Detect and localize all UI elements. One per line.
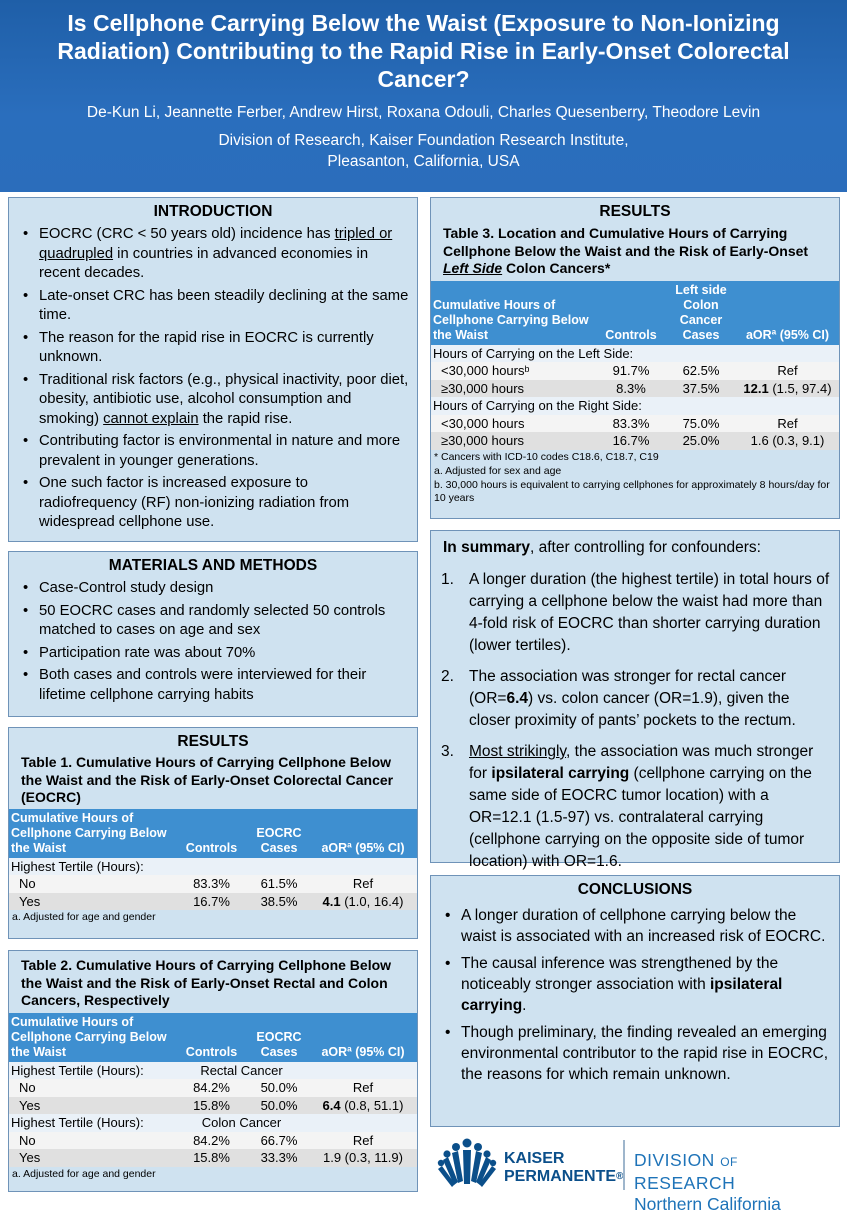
table-row	[9, 893, 417, 911]
underlined-text: Left Side	[443, 260, 503, 276]
table2-footnote: a. Adjusted for age and gender	[12, 1167, 156, 1180]
column-header: Left side Colon Cancer Cases	[666, 281, 736, 345]
cell: 62.5%	[666, 362, 736, 380]
ci-value: (0.8, 51.1)	[340, 1097, 404, 1113]
column-header: EOCRC Cases	[249, 809, 309, 858]
table-section-row	[431, 397, 839, 415]
underlined-text: cannot explain	[103, 410, 199, 427]
conclusions-panel	[430, 875, 840, 1127]
text: EOCRC (CRC < 50 years old) incidence has	[39, 226, 335, 242]
cell: Ref	[309, 1079, 417, 1097]
list-item	[441, 666, 831, 732]
cell: 61.5%	[249, 875, 309, 893]
dor-line-1	[634, 1150, 840, 1194]
cell: Ref	[309, 1132, 417, 1150]
row-label: No	[9, 1132, 174, 1150]
text: OF	[720, 1155, 738, 1169]
cell: 16.7%	[596, 432, 666, 450]
poster-header	[0, 0, 847, 192]
list-item: • Both cases and controls were interviewed for their lifetime cellphone carrying habits	[19, 666, 409, 705]
cell: 75.0%	[666, 415, 736, 433]
cell: 50.0%	[249, 1097, 309, 1115]
column-header: Cumulative Hours of Cellphone Carrying Below the Waist	[9, 1013, 174, 1062]
table2-caption: Table 2. Cumulative Hours of Carrying Cellphone Below the Waist and the Risk of Early-Onset Rectal and Colon Cancers, Respectively	[21, 957, 392, 1008]
table1-caption: Table 1. Cumulative Hours of Carrying Cellphone Below the Waist and the Risk of Early-Onset Colorectal Cancer (EOCRC)	[21, 754, 394, 805]
table-row	[431, 432, 839, 450]
cell: 84.2%	[174, 1079, 249, 1097]
ci-value: (1.0, 16.4)	[340, 893, 404, 909]
table-section-row	[9, 1114, 417, 1132]
table-row	[431, 380, 839, 398]
table-row	[9, 1097, 417, 1115]
kaiser-permanente-wordmark	[504, 1150, 623, 1186]
underlined-text: Most strikingly	[469, 743, 567, 760]
table1	[9, 809, 417, 911]
column-header: Cumulative Hours of Cellphone Carrying Below the Waist	[431, 281, 596, 345]
text: .	[522, 997, 527, 1014]
cell: 15.8%	[174, 1097, 249, 1115]
section-label: Hours of Carrying on the Left Side:	[431, 345, 839, 363]
cell: 38.5%	[249, 893, 309, 911]
row-label: <30,000 hoursᵇ	[431, 362, 596, 380]
results-table1-panel	[8, 727, 418, 939]
list-item: • Though preliminary, the finding revealed an emerging environmental contributor to the rapid rise in EOCRC, the reasons for which remain unknown.	[441, 1022, 831, 1085]
cell: 83.3%	[174, 875, 249, 893]
cell: 25.0%	[666, 432, 736, 450]
cell: 50.0%	[249, 1079, 309, 1097]
cell: 91.7%	[596, 362, 666, 380]
cell: Ref	[736, 362, 839, 380]
cell: 1.9 (0.3, 11.9)	[309, 1149, 417, 1167]
list-item	[441, 569, 831, 657]
row-label: No	[9, 875, 174, 893]
cell: 8.3%	[596, 380, 666, 398]
table-section-row	[9, 1062, 417, 1080]
table3-footnote-3: b. 30,000 hours is equivalent to carrying cellphones for approximately 8 hours/day for 10 years	[434, 478, 830, 504]
text: DIVISION	[634, 1150, 715, 1170]
cell: Ref	[736, 415, 839, 433]
column-header: Controls	[174, 1013, 249, 1062]
row-label: No	[9, 1079, 174, 1097]
list-item: • 50 EOCRC cases and randomly selected 50 controls matched to cases on age and sex	[19, 602, 409, 641]
cell: 33.3%	[249, 1149, 309, 1167]
list-item: • Late-onset CRC has been steadily declining at the same time.	[19, 287, 409, 326]
cancer-type-label: Colon Cancer	[174, 1114, 309, 1132]
results-table3-panel	[430, 197, 840, 519]
kp-line-1: KAISER	[504, 1150, 565, 1167]
affiliation	[0, 130, 847, 172]
item-number: 3.	[441, 743, 454, 760]
dor-line-2: Northern California	[634, 1194, 781, 1214]
registered-mark: ®	[616, 1171, 624, 1182]
bold-text: ipsilateral carrying	[461, 976, 783, 1014]
summary-list	[431, 569, 839, 873]
bold-text: 6.4	[506, 690, 529, 707]
footer-divider	[623, 1140, 625, 1190]
text: A longer duration (the highest tertile) in total hours of carrying a cellphone below the waist had more than 4-fold risk of EOCRC than shorter carrying duration (lower tertiles).	[469, 571, 830, 654]
affiliation-line-2: Pleasanton, California, USA	[327, 153, 520, 170]
text: (cellphone carrying on the same side of EOCRC tumor location) with a OR=12.1 (1.5-97) vs. contralateral carrying (cellphone carrying on the opposite side of tumor location) with OR=1.6.	[469, 765, 812, 870]
text: PERMANENTE	[504, 1168, 617, 1185]
list-item	[19, 225, 409, 284]
row-label: Yes	[9, 1149, 174, 1167]
text: , the association was much stronger for	[469, 743, 814, 782]
affiliation-line-1: Division of Research, Kaiser Foundation Research Institute,	[218, 132, 629, 149]
list-item: • Contributing factor is environmental in nature and more prevalent in younger generations.	[19, 432, 409, 471]
column-header: Controls	[174, 809, 249, 858]
list-item: • Participation rate was about 70%	[19, 644, 409, 664]
introduction-heading: INTRODUCTION	[153, 203, 273, 220]
bold-text: ipsilateral carrying	[491, 765, 630, 782]
cell: Ref	[309, 875, 417, 893]
list-item: • The reason for the rapid rise in EOCRC is currently unknown.	[19, 329, 409, 368]
section-label: Highest Tertile (Hours):	[9, 1114, 174, 1132]
table-row	[9, 1079, 417, 1097]
cell: 66.7%	[249, 1132, 309, 1150]
conclusions-list	[431, 899, 839, 1085]
column-header: aORª (95% CI)	[309, 809, 417, 858]
column-header: aORª (95% CI)	[309, 1013, 417, 1062]
row-label: ≥30,000 hours	[431, 432, 596, 450]
text: in countries in advanced economies in recent decades.	[39, 245, 369, 281]
section-label: Highest Tertile (Hours):	[9, 1062, 174, 1080]
summary-panel	[430, 530, 840, 870]
results-heading: RESULTS	[599, 203, 671, 220]
text: Traditional risk factors (e.g., physical inactivity, poor diet, obesity, antibiotic use, alcohol consumption and smoking)	[39, 371, 409, 427]
cell: 84.2%	[174, 1132, 249, 1150]
text: Colon Cancers*	[502, 260, 611, 276]
table3-footnote-1: * Cancers with ICD-10 codes C18.6, C18.7, C19	[434, 450, 659, 463]
underlined-text: tripled or quadrupled	[39, 226, 393, 262]
table-row	[9, 1132, 417, 1150]
cell	[309, 1062, 417, 1080]
cell: 16.7%	[174, 893, 249, 911]
results-heading: RESULTS	[177, 733, 249, 750]
kaiser-permanente-logo-icon	[436, 1136, 498, 1192]
cell	[309, 1097, 417, 1115]
text: ) vs. colon cancer (OR=1.9), given the closer proximity of pants’ pockets to the rectum.	[469, 690, 796, 729]
table-row	[431, 415, 839, 433]
table-row	[9, 875, 417, 893]
table-section-row	[431, 345, 839, 363]
methods-heading: MATERIALS AND METHODS	[108, 557, 318, 574]
item-number: 2.	[441, 668, 454, 685]
column-header: Controls	[596, 281, 666, 345]
authors: De-Kun Li, Jeannette Ferber, Andrew Hirst, Roxana Odouli, Charles Quesenberry, Theodore Levin	[86, 104, 761, 121]
cancer-type-label: Rectal Cancer	[174, 1062, 309, 1080]
column-header: Cumulative Hours of Cellphone Carrying Below the Waist	[9, 809, 174, 858]
bold-value: 4.1	[322, 893, 341, 909]
cell: 83.3%	[596, 415, 666, 433]
table-row	[9, 1149, 417, 1167]
table1-footnote: a. Adjusted for age and gender	[12, 911, 156, 923]
methods-panel	[8, 551, 418, 717]
ci-value: (1.5, 97.4)	[768, 380, 832, 396]
column-header: aORª (95% CI)	[736, 281, 839, 345]
cell: 15.8%	[174, 1149, 249, 1167]
table2	[9, 1013, 417, 1167]
table-section-row	[9, 858, 417, 876]
list-item	[441, 953, 831, 1016]
text: RESEARCH	[634, 1173, 736, 1193]
row-label: ≥30,000 hours	[431, 380, 596, 398]
section-label: Hours of Carrying on the Right Side:	[431, 397, 839, 415]
table3-footnote-2: a. Adjusted for sex and age	[434, 464, 562, 477]
item-number: 1.	[441, 571, 454, 588]
row-label: Yes	[9, 1097, 174, 1115]
table3	[431, 281, 839, 450]
cell: 37.5%	[666, 380, 736, 398]
table-header-row	[431, 281, 839, 345]
division-of-research-wordmark	[634, 1150, 840, 1215]
bold-value: 12.1	[743, 380, 769, 396]
cell	[736, 380, 839, 398]
cell	[309, 893, 417, 911]
text: Table 3. Location and Cumulative Hours of Carrying Cellphone Below the Waist and the Risk of Early-Onset	[443, 225, 809, 259]
introduction-panel	[8, 197, 418, 542]
text: , after controlling for confounders:	[530, 539, 761, 556]
row-label: Yes	[9, 893, 174, 911]
kp-line-2	[504, 1168, 623, 1186]
text: The causal inference was strengthened by the noticeably stronger association with	[461, 955, 779, 993]
list-item: • One such factor is increased exposure to radiofrequency (RF) non-ionizing radiation from widespread cellphone use.	[19, 474, 409, 533]
row-label: <30,000 hours	[431, 415, 596, 433]
text: the rapid rise.	[198, 410, 293, 427]
introduction-list	[9, 221, 417, 533]
table-header-row	[9, 1013, 417, 1062]
list-item	[19, 371, 409, 430]
text: The association was stronger for rectal cancer (OR=	[469, 668, 787, 707]
summary-lead	[431, 531, 839, 569]
section-label: Highest Tertile (Hours):	[9, 858, 417, 876]
table-header-row	[9, 809, 417, 858]
bold-text: In summary	[443, 539, 531, 556]
list-item: • Case-Control study design	[19, 579, 409, 599]
cell: 1.6 (0.3, 9.1)	[736, 432, 839, 450]
column-header: EOCRC Cases	[249, 1013, 309, 1062]
bold-value: 6.4	[322, 1097, 341, 1113]
footer-logos	[430, 1134, 840, 1214]
table-row	[431, 362, 839, 380]
table2-panel	[8, 950, 418, 1192]
list-item	[441, 741, 831, 873]
table3-caption	[443, 225, 831, 278]
poster-title: Is Cellphone Carrying Below the Waist (Exposure to Non-Ionizing Radiation) Contributing to the Rapid Rise in Early-Onset Colorectal Cancer?	[57, 10, 790, 92]
list-item: • A longer duration of cellphone carrying below the waist is associated with an increased risk of EOCRC.	[441, 905, 831, 947]
cell	[309, 1114, 417, 1132]
conclusions-heading: CONCLUSIONS	[577, 881, 693, 898]
methods-list	[9, 575, 417, 705]
